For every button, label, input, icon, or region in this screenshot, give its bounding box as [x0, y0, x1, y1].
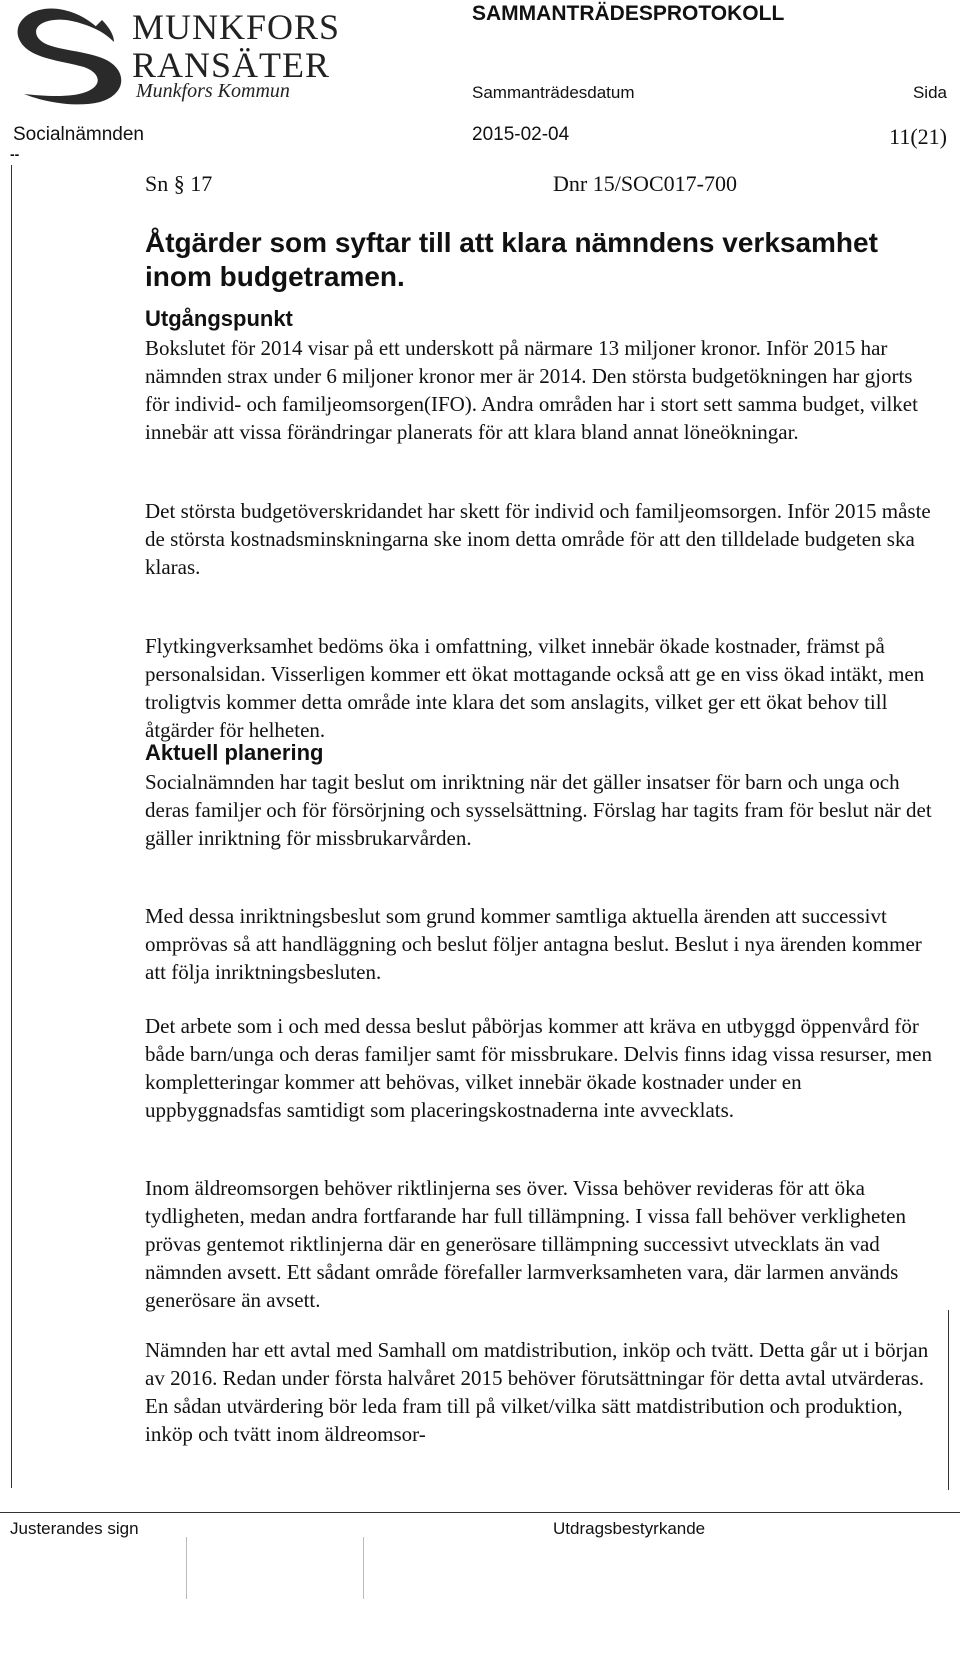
logo-line-1: MUNKFORS	[132, 7, 341, 47]
signature-box-divider	[363, 1537, 364, 1599]
diary-number: Dnr 15/SOC017-700	[553, 171, 737, 196]
header-marker: --	[10, 146, 20, 162]
left-margin-rule	[11, 165, 12, 1488]
signature-label: Justerandes sign	[10, 1519, 139, 1538]
section-heading-utgangspunkt: Utgångspunkt	[145, 306, 293, 331]
page-label: Sida	[912, 83, 947, 102]
signature-box-divider	[186, 1537, 187, 1599]
meeting-date: 2015-02-04	[472, 124, 570, 145]
municipality-logo-icon	[10, 2, 140, 106]
paragraph: Inom äldreomsorgen behöver riktlinjerna ses över. Vissa behöver revideras för att öka tydligheten, medan andra fortfarande har full tillämpning. I vissa fall behöver verkligheten prövas gentemot riktlinjerna där en generösare tillämpning successivt utvecklats än vad nämnden avsett. Ett sådant område förefaller larmverksamheten vara, där larmen används generösare än avsett.	[145, 1176, 906, 1312]
page-number: 11(21)	[889, 124, 947, 149]
paragraph: Flytkingverksamhet bedöms öka i omfattning, vilket innebär ökade kostnader, främst på personalsidan. Visserligen kommer ett ökat mottagande också att ge en viss ökad intäkt, men troligtvis kommer detta område inte klara det som anslagits, vilket ger ett ökat behov till åtgärder för helheten.	[145, 634, 925, 742]
page-title: Åtgärder som syftar till att klara nämndens verksamhet inom budgetramen.	[145, 227, 878, 292]
right-margin-rule	[948, 1310, 949, 1490]
logo-line-2: RANSÄTER	[132, 45, 331, 85]
paragraph: Med dessa inriktningsbeslut som grund kommer samtliga aktuella ärenden att successivt omprövas så att handläggning och beslut följer antagna beslut. Beslut i nya ärenden kommer att följa inriktningsbesluten.	[145, 904, 922, 984]
paragraph: Bokslutet för 2014 visar på ett underskott på närmare 13 miljoner kronor. Inför 2015 har nämnden strax under 6 miljoner kronor mer är 2014. Den största budgetökningen har gjorts för individ- och familjeomsorgen(IFO). Andra områden har i stort sett samma budget, vilket innebär att vissa förändringar planerats för att klara bland annat löneökningar.	[145, 336, 918, 444]
document-type: SAMMANTRÄDESPROTOKOLL	[472, 2, 785, 25]
section-number: Sn § 17	[145, 171, 213, 196]
paragraph: Det arbete som i och med dessa beslut påbörjas kommer att kräva en utbyggd öppenvård för både barn/unga och deras familjer samt för missbrukare. Delvis finns idag vissa resurser, men kompletteringar kommer att behövas, vilket innebär ökade kostnader under en uppbyggnadsfas samtidigt som placeringskostnaderna inte avvecklats.	[145, 1014, 933, 1122]
extract-certification-label: Utdragsbestyrkande	[553, 1519, 706, 1538]
section-heading-aktuell-planering: Aktuell planering	[145, 740, 324, 765]
footer-rule	[0, 1512, 960, 1513]
committee-name: Socialnämnden	[13, 124, 144, 145]
logo-subline: Munkfors Kommun	[136, 80, 290, 102]
paragraph: Nämnden har ett avtal med Samhall om matdistribution, inköp och tvätt. Detta går ut i början av 2016. Redan under första halvåret 2015 behöver förutsättningar för detta avtal utvärderas. En sådan utvärdering bör leda fram till på vilket/vilka sätt matdistribution och produktion, inköp och tvätt inom äldreomsor-	[145, 1338, 929, 1446]
meeting-date-label: Sammanträdesdatum	[472, 83, 635, 102]
paragraph: Socialnämnden har tagit beslut om inriktning när det gäller insatser för barn och unga och deras familjer och för försörjning och sysselsättning. Förslag har tagits fram för beslut när det gäller inriktning för missbrukarvården.	[145, 770, 932, 850]
paragraph: Det största budgetöverskridandet har skett för individ och familjeomsorgen. Inför 2015 måste de största kostnadsminskningarna ske inom detta område för att den tilldelade budgeten ska klaras.	[145, 499, 931, 579]
